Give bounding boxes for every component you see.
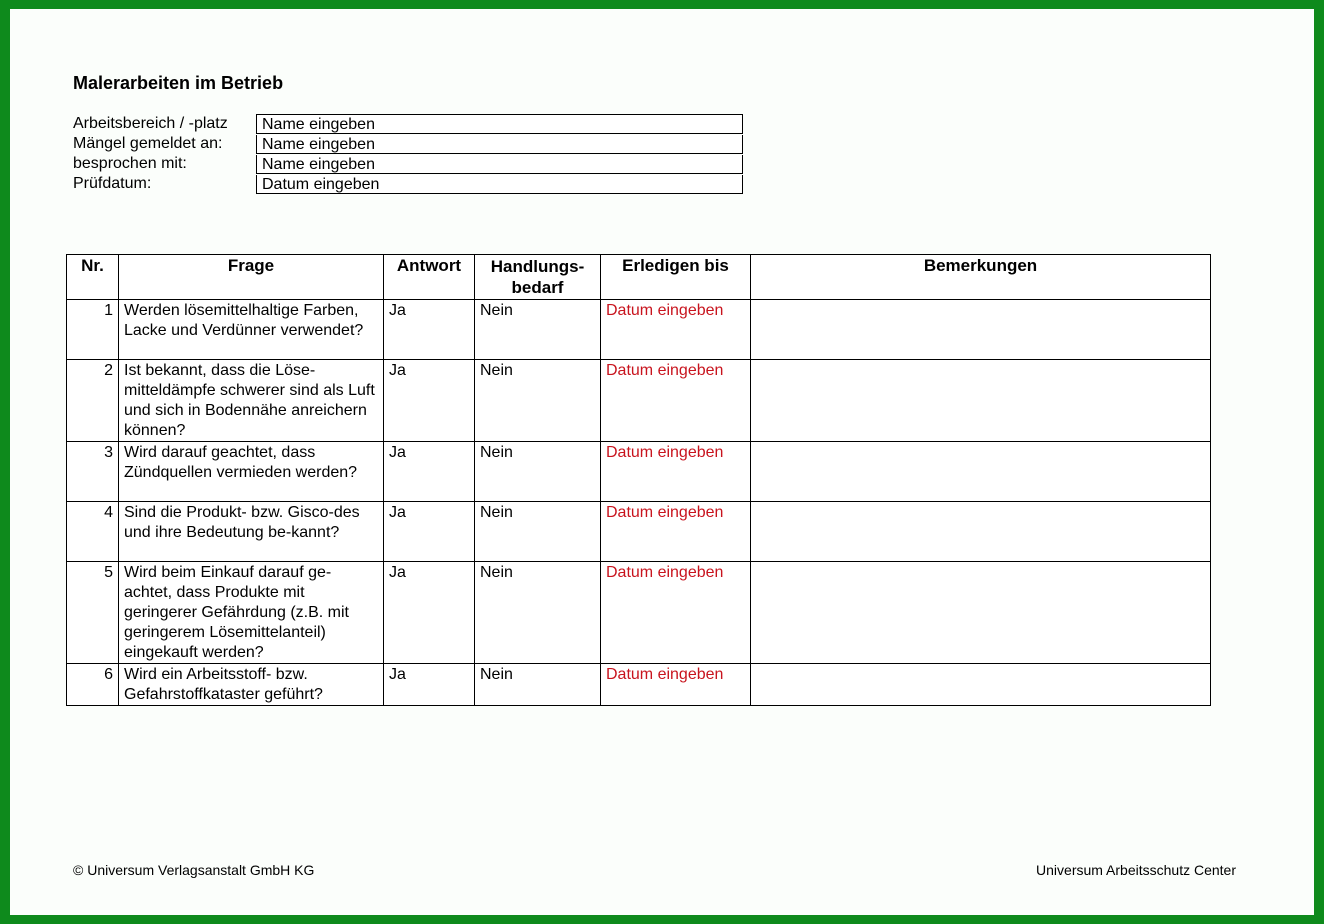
due-date-field[interactable]: Datum eingeben <box>601 442 751 502</box>
answer-cell[interactable]: Ja <box>384 300 475 360</box>
pruefdatum-field[interactable]: Datum eingeben <box>256 175 743 194</box>
col-header-antwort: Antwort <box>384 255 475 300</box>
row-number: 3 <box>67 442 119 502</box>
row-number: 4 <box>67 502 119 562</box>
col-header-frage: Frage <box>119 255 384 300</box>
answer-cell[interactable]: Ja <box>384 360 475 442</box>
question-text: Werden lösemittelhaltige Farben, Lacke und Verdünner verwendet? <box>119 300 384 360</box>
remarks-cell[interactable] <box>751 562 1211 664</box>
meta-label: Arbeitsbereich / -platz <box>73 115 228 132</box>
question-text: Sind die Produkt- bzw. Gisco-des und ihre Bedeutung be-kannt? <box>119 502 384 562</box>
action-needed-cell[interactable]: Nein <box>475 664 601 706</box>
answer-cell[interactable]: Ja <box>384 562 475 664</box>
besprochen-mit-field[interactable]: Name eingeben <box>256 155 743 174</box>
question-text: Wird darauf geachtet, dass Zündquellen vermieden werden? <box>119 442 384 502</box>
remarks-cell[interactable] <box>751 360 1211 442</box>
table-row <box>67 442 1211 502</box>
col-header-erledigen: Erledigen bis <box>601 255 751 300</box>
meta-label: Mängel gemeldet an: <box>73 135 223 152</box>
question-text: Wird beim Einkauf darauf ge-achtet, dass Produkte mit geringerer Gefährdung (z.B. mit geringerem Lösemittelanteil) eingekauft werden? <box>119 562 384 664</box>
col-header-handlungsbedarf <box>475 255 601 300</box>
remarks-cell[interactable] <box>751 300 1211 360</box>
row-number: 1 <box>67 300 119 360</box>
due-date-field[interactable]: Datum eingeben <box>601 664 751 706</box>
table-header-row <box>67 255 1211 300</box>
remarks-cell[interactable] <box>751 442 1211 502</box>
action-needed-cell[interactable]: Nein <box>475 300 601 360</box>
question-text: Ist bekannt, dass die Löse-mitteldämpfe schwerer sind als Luft und sich in Bodennähe anreichern können? <box>119 360 384 442</box>
remarks-cell[interactable] <box>751 664 1211 706</box>
meta-fields <box>73 114 743 194</box>
table-row <box>67 360 1211 442</box>
meta-row-arbeitsbereich <box>73 114 743 134</box>
meta-row-besprochen <box>73 154 743 174</box>
remarks-cell[interactable] <box>751 502 1211 562</box>
table-row <box>67 664 1211 706</box>
page-title: Malerarbeiten im Betrieb <box>73 73 284 93</box>
due-date-field[interactable]: Datum eingeben <box>601 562 751 664</box>
footer-publisher: Universum Arbeitsschutz Center <box>1036 862 1236 878</box>
action-needed-cell[interactable]: Nein <box>475 360 601 442</box>
meta-row-maengel <box>73 134 743 154</box>
answer-cell[interactable]: Ja <box>384 664 475 706</box>
row-number: 6 <box>67 664 119 706</box>
meta-row-pruefdatum <box>73 174 743 194</box>
document-page <box>10 9 1314 915</box>
col-header-nr: Nr. <box>67 255 119 300</box>
footer-copyright: © Universum Verlagsanstalt GmbH KG <box>73 862 315 878</box>
table-row <box>67 300 1211 360</box>
col-header-handlungsbedarf-line2: bedarf <box>511 278 564 297</box>
meta-label: Prüfdatum: <box>73 175 152 192</box>
due-date-field[interactable]: Datum eingeben <box>601 300 751 360</box>
action-needed-cell[interactable]: Nein <box>475 502 601 562</box>
action-needed-cell[interactable]: Nein <box>475 442 601 502</box>
row-number: 5 <box>67 562 119 664</box>
answer-cell[interactable]: Ja <box>384 502 475 562</box>
table-row <box>67 502 1211 562</box>
action-needed-cell[interactable]: Nein <box>475 562 601 664</box>
due-date-field[interactable]: Datum eingeben <box>601 360 751 442</box>
col-header-handlungsbedarf-line1: Handlungs- <box>490 257 585 276</box>
arbeitsbereich-field[interactable]: Name eingeben <box>256 114 743 134</box>
row-number: 2 <box>67 360 119 442</box>
table-row <box>67 562 1211 664</box>
due-date-field[interactable]: Datum eingeben <box>601 502 751 562</box>
question-text: Wird ein Arbeitsstoff- bzw. Gefahrstoffkataster geführt? <box>119 664 384 706</box>
answer-cell[interactable]: Ja <box>384 442 475 502</box>
maengel-gemeldet-field[interactable]: Name eingeben <box>256 135 743 154</box>
meta-label: besprochen mit: <box>73 155 187 172</box>
col-header-bemerkungen: Bemerkungen <box>751 255 1211 300</box>
checklist-table <box>66 254 1211 706</box>
